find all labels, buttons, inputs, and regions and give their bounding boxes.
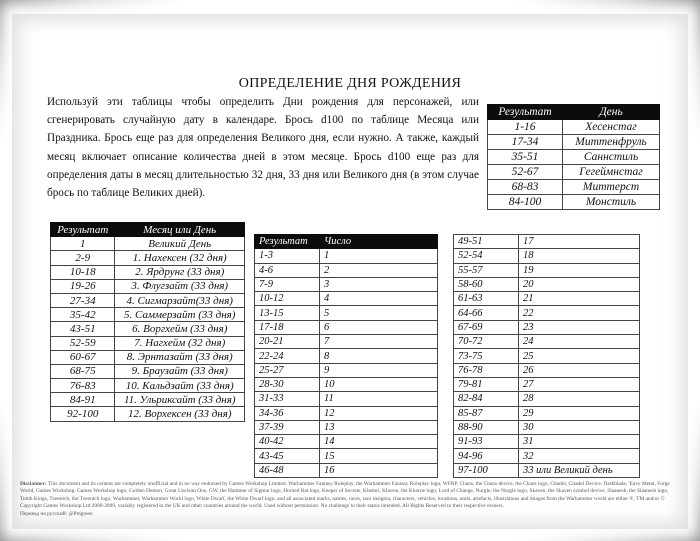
value-cell: 12. Ворхексен (33 дня) (115, 407, 245, 421)
value-cell: 12 (320, 406, 438, 420)
translator-credit: Перевод на русский: @Pmgreen (20, 510, 93, 517)
table-row (454, 335, 640, 349)
result-range-cell: 34-36 (255, 406, 320, 420)
table-row (488, 180, 660, 195)
result-range-cell: 61-63 (454, 292, 519, 306)
value-cell: 17 (519, 235, 640, 249)
result-range-cell: 58-60 (454, 277, 519, 291)
value-cell: Гегеймнстаг (563, 165, 660, 180)
value-cell: 31 (519, 435, 640, 449)
table-row (255, 392, 438, 406)
result-range-cell: 46-48 (255, 463, 320, 477)
value-cell: 16 (320, 463, 438, 477)
column-header: Месяц или День (115, 223, 245, 237)
table-row (51, 379, 245, 393)
result-range-cell: 35-51 (488, 150, 563, 165)
value-cell: 8 (320, 349, 438, 363)
table-row (51, 350, 245, 364)
result-range-cell: 27-34 (51, 293, 115, 307)
value-cell: 29 (519, 406, 640, 420)
value-cell: 13 (320, 420, 438, 434)
value-cell: 7. Нагхейм (32 дня) (115, 336, 245, 350)
result-range-cell: 49-51 (454, 235, 519, 249)
result-range-cell: 73-75 (454, 349, 519, 363)
value-cell: 9 (320, 363, 438, 377)
result-range-cell: 10-18 (51, 265, 115, 279)
table-row (51, 265, 245, 279)
table-body (51, 237, 245, 421)
table-row (255, 277, 438, 291)
result-range-cell: 85-87 (454, 406, 519, 420)
result-range-cell: 70-72 (454, 335, 519, 349)
table-row (255, 406, 438, 420)
result-range-cell: 31-33 (255, 392, 320, 406)
result-range-cell: 60-67 (51, 350, 115, 364)
table-row (454, 463, 640, 477)
table-row (51, 322, 245, 336)
column-header: Результат (255, 235, 320, 249)
table-header-row (51, 223, 245, 237)
result-range-cell: 52-67 (488, 165, 563, 180)
result-range-cell: 7-9 (255, 277, 320, 291)
value-cell: 2. Ярдрунг (33 дня) (115, 265, 245, 279)
table-row (51, 393, 245, 407)
value-cell: Монстиль (563, 195, 660, 210)
dates-table-part-1 (254, 234, 438, 478)
table-row (454, 392, 640, 406)
table-row (255, 292, 438, 306)
value-cell: 22 (519, 306, 640, 320)
column-header: Результат (51, 223, 115, 237)
table-row (488, 165, 660, 180)
dates-table-part-2 (453, 234, 640, 478)
result-range-cell: 91-93 (454, 435, 519, 449)
value-cell: 5 (320, 306, 438, 320)
result-range-cell: 76-83 (51, 379, 115, 393)
table-row (255, 249, 438, 263)
table-row (255, 306, 438, 320)
table-row (255, 449, 438, 463)
table-body (255, 249, 438, 478)
column-header: День (563, 105, 660, 120)
table-body (454, 235, 640, 478)
result-range-cell: 10-12 (255, 292, 320, 306)
table-row (51, 407, 245, 421)
result-range-cell: 82-84 (454, 392, 519, 406)
table-row (454, 406, 640, 420)
table-row (255, 349, 438, 363)
value-cell: 3 (320, 277, 438, 291)
value-cell: 8. Эрнтазайт (33 дня) (115, 350, 245, 364)
disclaimer-text: This document and its content are completely unofficial and in no way endorsed by Games Workshop Limited. Warhammer Fantasy Roleplay, the Warhammer Fantasy Roleplay logo, WFRP, Chaos, the Chaos device, the Chaos logo, Citadel, Citadel Device, Darkblade, 'Eavy Metal, Forge World, Games Workshop, Games Workshop logo, Golden Demon, Great Unclean One, GW, the Hammer of Sigmar logo, Horned Rat logo, Keeper of Secrets, Khemri, Khorne, the Khorne logo, Lord of Change, Nurgle, the Nurgle logo, Skaven, the Skaven symbol device, Slaanesh, the Slaanesh logo, Tomb Kings, Tzeentch, the Tzeentch logo, Warhammer, Warhammer World logo, White Dwarf, the White Dwarf logo, and all associated marks, names, races, race insignia, characters, vehicles, locations, units, artefacts, illustrations and images from the Warhammer world are either ®, TM and/or © Copyright Games Workshop Ltd 2000-2009, variably registered in the UK and other countries around the world. Used without permission. No challenge to their status intended. All Rights Reserved to their respective owners. (20, 481, 670, 510)
disclaimer-label: Disclaimer: (20, 481, 47, 487)
value-cell: 7 (320, 335, 438, 349)
value-cell: 33 или Великий день (519, 463, 640, 477)
table-row (454, 263, 640, 277)
table-row (454, 277, 640, 291)
disclaimer (20, 481, 680, 518)
table-row (255, 263, 438, 277)
result-range-cell: 84-100 (488, 195, 563, 210)
table-row (454, 249, 640, 263)
table-row (255, 363, 438, 377)
value-cell: 30 (519, 420, 640, 434)
value-cell: Миттерст (563, 180, 660, 195)
table-row (51, 279, 245, 293)
result-range-cell: 19-26 (51, 279, 115, 293)
result-range-cell: 2-9 (51, 251, 115, 265)
result-range-cell: 79-81 (454, 377, 519, 391)
column-header: Результат (488, 105, 563, 120)
table-row (454, 306, 640, 320)
value-cell: Миттенфруль (563, 135, 660, 150)
page-title: ОПРЕДЕЛЕНИЕ ДНЯ РОЖДЕНИЯ (238, 76, 462, 91)
result-range-cell: 4-6 (255, 263, 320, 277)
table-row (255, 320, 438, 334)
value-cell: Великий День (115, 237, 245, 251)
result-range-cell: 76-78 (454, 363, 519, 377)
value-cell: 2 (320, 263, 438, 277)
table-row (51, 308, 245, 322)
result-range-cell: 68-83 (488, 180, 563, 195)
result-range-cell: 35-42 (51, 308, 115, 322)
value-cell: 11. Ульриксайт (33 дня) (115, 393, 245, 407)
result-range-cell: 37-39 (255, 420, 320, 434)
great-days-table (487, 104, 660, 210)
value-cell: 6 (320, 320, 438, 334)
table-row (488, 150, 660, 165)
value-cell: 5. Саммерзайт (33 дня) (115, 308, 245, 322)
result-range-cell: 67-69 (454, 320, 519, 334)
table-header-row (488, 105, 660, 120)
table-row (454, 420, 640, 434)
value-cell: Хесенстаг (563, 120, 660, 135)
value-cell: 1. Нахексен (32 дня) (115, 251, 245, 265)
months-table (50, 222, 245, 422)
table-row (255, 463, 438, 477)
result-range-cell: 40-42 (255, 435, 320, 449)
value-cell: 19 (519, 263, 640, 277)
result-range-cell: 52-54 (454, 249, 519, 263)
value-cell: 25 (519, 349, 640, 363)
value-cell: 4. Сигмарзайт(33 дня) (115, 293, 245, 307)
result-range-cell: 64-66 (454, 306, 519, 320)
table-row (454, 449, 640, 463)
value-cell: 10 (320, 377, 438, 391)
table-row (488, 195, 660, 210)
result-range-cell: 94-96 (454, 449, 519, 463)
column-header: Число (320, 235, 438, 249)
value-cell: 14 (320, 435, 438, 449)
result-range-cell: 88-90 (454, 420, 519, 434)
table-row (454, 363, 640, 377)
value-cell: 28 (519, 392, 640, 406)
value-cell: Саннстиль (563, 150, 660, 165)
result-range-cell: 43-51 (51, 322, 115, 336)
value-cell: 32 (519, 449, 640, 463)
result-range-cell: 68-75 (51, 364, 115, 378)
value-cell: 10. Кальдзайт (33 дня) (115, 379, 245, 393)
result-range-cell: 17-18 (255, 320, 320, 334)
value-cell: 6. Воргхейм (33 дня) (115, 322, 245, 336)
table-row (51, 251, 245, 265)
value-cell: 11 (320, 392, 438, 406)
result-range-cell: 1 (51, 237, 115, 251)
value-cell: 4 (320, 292, 438, 306)
result-range-cell: 13-15 (255, 306, 320, 320)
result-range-cell: 20-21 (255, 335, 320, 349)
table-row (454, 235, 640, 249)
table-row (255, 335, 438, 349)
table-header-row (255, 235, 438, 249)
table-row (454, 320, 640, 334)
result-range-cell: 1-3 (255, 249, 320, 263)
value-cell: 21 (519, 292, 640, 306)
result-range-cell: 1-16 (488, 120, 563, 135)
result-range-cell: 43-45 (255, 449, 320, 463)
table-row (255, 420, 438, 434)
table-body (488, 120, 660, 210)
value-cell: 9. Браузайт (33 дня) (115, 364, 245, 378)
intro-paragraph: Используй эти таблицы чтобы определить Дни рождения для персонажей, или сгенерировать случайную дату в календаре. Брось d100 по таблице Месяца или Праздника. Брось еще раз для определения Великого дня, если нужно. А также, каждый месяц включает описание количества дней в этом месяце. Брось d100 еще раз для определения даты в месяц длительностью 32 дня, 33 дня или Великого дня (в этом случае брось по таблице Великих дней). (47, 96, 479, 200)
value-cell: 1 (320, 249, 438, 263)
table-row (488, 120, 660, 135)
result-range-cell: 84-91 (51, 393, 115, 407)
table-row (454, 292, 640, 306)
table-row (255, 435, 438, 449)
value-cell: 23 (519, 320, 640, 334)
value-cell: 18 (519, 249, 640, 263)
value-cell: 20 (519, 277, 640, 291)
table-row (51, 364, 245, 378)
result-range-cell: 55-57 (454, 263, 519, 277)
table-row (51, 336, 245, 350)
table-row (51, 293, 245, 307)
result-range-cell: 22-24 (255, 349, 320, 363)
table-row (51, 237, 245, 251)
table-row (454, 435, 640, 449)
table-row (454, 377, 640, 391)
table-row (454, 349, 640, 363)
result-range-cell: 52-59 (51, 336, 115, 350)
table-row (488, 135, 660, 150)
result-range-cell: 92-100 (51, 407, 115, 421)
result-range-cell: 17-34 (488, 135, 563, 150)
result-range-cell: 97-100 (454, 463, 519, 477)
value-cell: 24 (519, 335, 640, 349)
value-cell: 3. Флугзайт (33 дня) (115, 279, 245, 293)
value-cell: 27 (519, 377, 640, 391)
result-range-cell: 28-30 (255, 377, 320, 391)
value-cell: 26 (519, 363, 640, 377)
table-row (255, 377, 438, 391)
result-range-cell: 25-27 (255, 363, 320, 377)
value-cell: 15 (320, 449, 438, 463)
